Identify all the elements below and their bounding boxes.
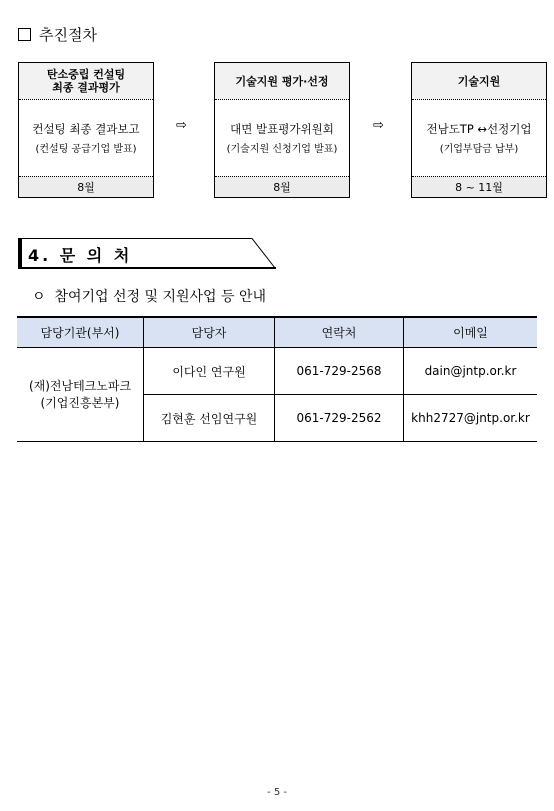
process-step-1 [18, 62, 154, 198]
step-head: 탄소중립 컨설팅 최종 결과평가 [19, 63, 153, 100]
step-line2: (기업부담금 납부) [439, 144, 519, 155]
column-header: 담당자 [144, 317, 275, 348]
step-line2: (기술지원 신청기업 발표) [226, 144, 338, 155]
step-period: 8 ~ 11월 [412, 176, 546, 197]
phone-cell: 061-729-2568 [275, 348, 404, 395]
email-cell[interactable]: dain@jntp.or.kr [404, 348, 538, 395]
heading-bar [18, 238, 22, 269]
process-step-3 [411, 62, 547, 198]
step-line2: (컨설팅 공급기업 발표) [35, 144, 137, 155]
table-header-row [17, 317, 537, 348]
step-head: 기술지원 평가·선정 [215, 63, 349, 100]
contact-heading: 4. 문 의 처 [18, 238, 276, 269]
email-cell[interactable]: khh2727@jntp.or.kr [404, 395, 538, 442]
column-header: 이메일 [404, 317, 538, 348]
step-line1: 컨설팅 최종 결과보고 [32, 122, 140, 136]
column-header: 연락처 [275, 317, 404, 348]
step-period: 8월 [215, 176, 349, 197]
section-title: 추진절차 [18, 24, 97, 45]
step-body [412, 100, 546, 176]
step-body [215, 100, 349, 176]
contact-table [17, 316, 537, 442]
person-cell: 이다인 연구원 [144, 348, 275, 395]
right-arrow-icon: ⇨ [176, 118, 187, 133]
heading-underline [18, 267, 276, 269]
org-cell: (재)전남테크노파크 (기업진흥본부) [17, 348, 144, 442]
process-step-2 [214, 62, 350, 198]
phone-cell: 061-729-2562 [275, 395, 404, 442]
step-line1: 전남도TP ↔선정기업 [426, 122, 532, 136]
bullet-icon: ㅇ [32, 289, 46, 305]
page-number: - 5 - [267, 787, 287, 798]
table-row [17, 348, 537, 395]
step-body [19, 100, 153, 176]
contact-subtitle: ㅇ 참여기업 선정 및 지원사업 등 안내 [32, 289, 267, 305]
column-header: 담당기관(부서) [17, 317, 144, 348]
step-line1: 대면 발표평가위원회 [230, 122, 334, 136]
step-period: 8월 [19, 176, 153, 197]
step-head: 기술지원 [412, 63, 546, 100]
right-arrow-icon: ⇨ [373, 118, 384, 133]
person-cell: 김현훈 선임연구원 [144, 395, 275, 442]
checkbox-square-icon [18, 28, 31, 41]
